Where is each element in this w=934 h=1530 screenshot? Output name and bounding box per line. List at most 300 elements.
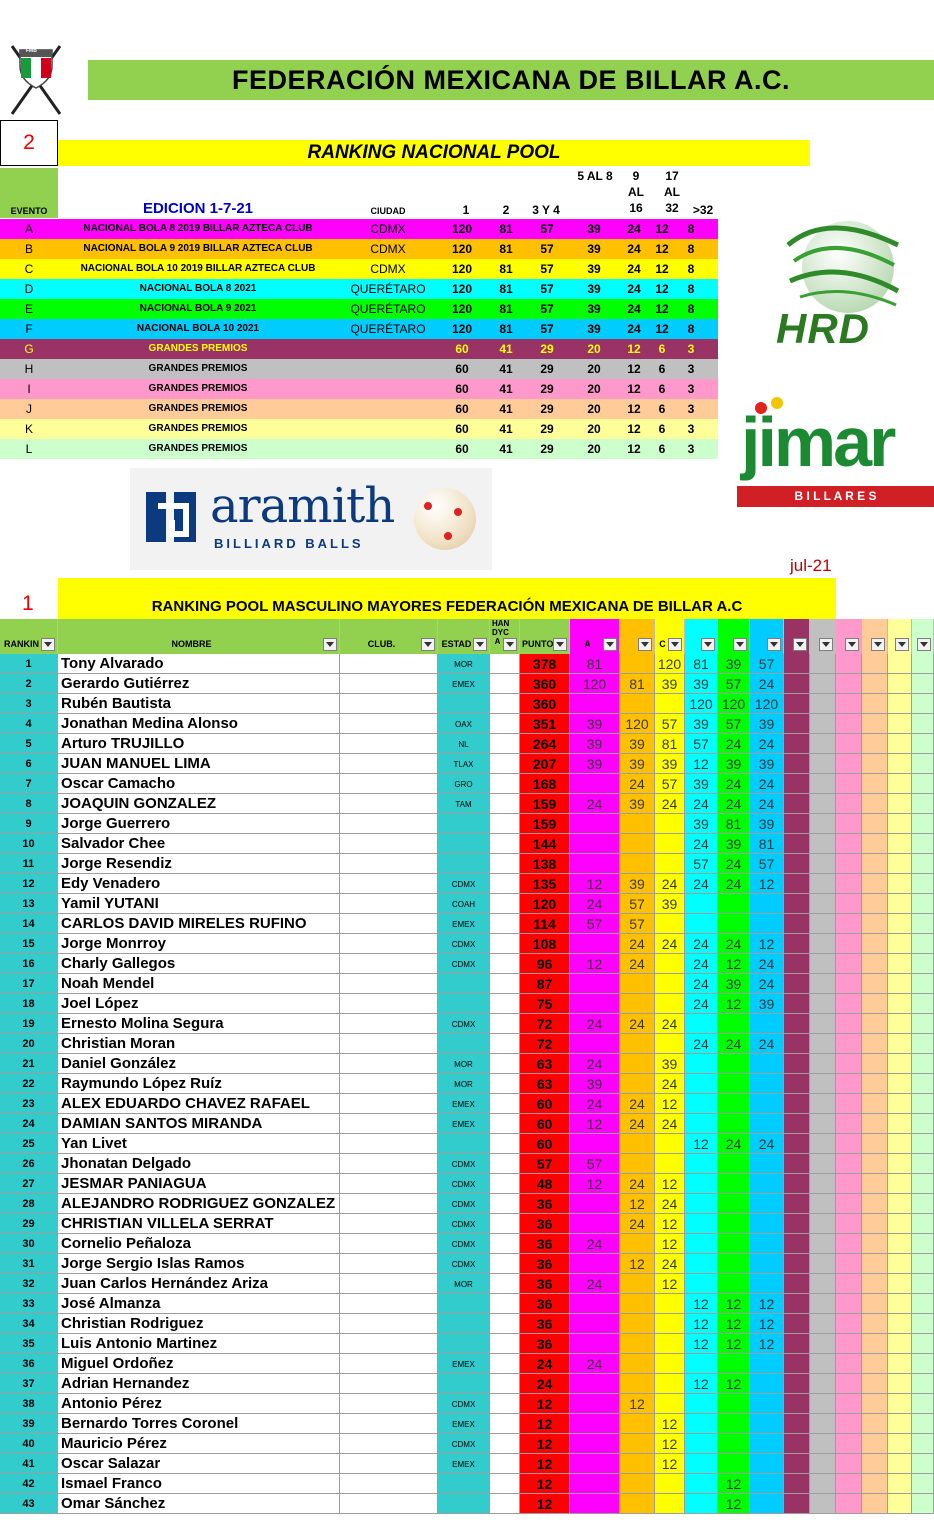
table-row bbox=[0, 774, 934, 794]
filter-dropdown-button[interactable] bbox=[819, 638, 833, 651]
event-points-cell bbox=[620, 1154, 655, 1174]
event-points: 6 bbox=[658, 422, 666, 436]
event-points-cell: 39 bbox=[685, 814, 718, 834]
estado-cell: CDMX bbox=[438, 1434, 490, 1454]
player-name: Miguel Ordoñez bbox=[58, 1354, 340, 1374]
points-cell: 360 bbox=[520, 674, 570, 694]
handicap-cell bbox=[490, 1174, 520, 1194]
event-points-cell: 12 bbox=[718, 1314, 750, 1334]
event-points-cell bbox=[718, 1274, 750, 1294]
event-points-cell: 24 bbox=[685, 954, 718, 974]
event-points-cell bbox=[862, 1354, 888, 1374]
club-cell bbox=[340, 1254, 438, 1274]
event-points-cell bbox=[570, 1474, 620, 1494]
event-points-cell bbox=[655, 1474, 685, 1494]
event-points-cell: 24 bbox=[570, 1094, 620, 1114]
event-points-cell bbox=[685, 1054, 718, 1074]
club-cell bbox=[340, 1054, 438, 1074]
event-points-cell bbox=[784, 1194, 810, 1214]
event-points-cell: 12 bbox=[655, 1454, 685, 1474]
event-points-cell bbox=[620, 1374, 655, 1394]
event-points-cell bbox=[620, 1474, 655, 1494]
rank-cell: 38 bbox=[0, 1394, 58, 1414]
player-name: Ernesto Molina Segura bbox=[58, 1014, 340, 1034]
event-row bbox=[0, 239, 718, 259]
event-points-cell: 120 bbox=[570, 674, 620, 694]
event-points-cell bbox=[655, 854, 685, 874]
event-points-cell bbox=[862, 754, 888, 774]
header-event-col bbox=[784, 619, 810, 654]
rank-cell: 7 bbox=[0, 774, 58, 794]
estado-cell bbox=[438, 994, 490, 1014]
event-points-cell bbox=[784, 714, 810, 734]
club-cell bbox=[340, 1414, 438, 1434]
event-points-cell: 39 bbox=[570, 714, 620, 734]
points-cell: 36 bbox=[520, 1254, 570, 1274]
filter-dropdown-button[interactable] bbox=[668, 638, 682, 651]
event-points-cell: 57 bbox=[685, 854, 718, 874]
table-row bbox=[0, 994, 934, 1014]
filter-dropdown-button[interactable] bbox=[917, 638, 931, 651]
event-points: 3 bbox=[687, 342, 695, 356]
event-points-cell: 39 bbox=[685, 674, 718, 694]
event-points-cell bbox=[862, 1034, 888, 1054]
event-points-cell bbox=[620, 1314, 655, 1334]
event-points-cell: 12 bbox=[750, 934, 784, 954]
filter-dropdown-button[interactable] bbox=[638, 638, 652, 651]
event-points-cell: 39 bbox=[620, 874, 655, 894]
points-cell: 75 bbox=[520, 994, 570, 1014]
event-points-cell: 57 bbox=[718, 714, 750, 734]
event-points-cell bbox=[570, 1494, 620, 1514]
event-points-cell: 24 bbox=[718, 934, 750, 954]
event-points-cell bbox=[862, 894, 888, 914]
event-points-cell bbox=[685, 1254, 718, 1274]
event-points-cell: 39 bbox=[570, 1074, 620, 1094]
estado-cell bbox=[438, 1494, 490, 1514]
event-points-cell bbox=[912, 1434, 934, 1454]
filter-dropdown-button[interactable] bbox=[503, 638, 517, 651]
event-points-cell bbox=[718, 1214, 750, 1234]
event-name: GRANDES PREMIOS bbox=[148, 403, 248, 414]
table-row bbox=[0, 854, 934, 874]
event-points-cell bbox=[784, 1134, 810, 1154]
event-points-cell bbox=[912, 714, 934, 734]
handicap-cell bbox=[490, 1474, 520, 1494]
event-points-cell bbox=[836, 814, 862, 834]
event-points-cell bbox=[912, 734, 934, 754]
event-points-cell bbox=[810, 1014, 836, 1034]
event-points-cell bbox=[718, 1354, 750, 1374]
event-points-cell bbox=[655, 1294, 685, 1314]
event-points-cell bbox=[810, 934, 836, 954]
rank-cell: 3 bbox=[0, 694, 58, 714]
event-city bbox=[338, 419, 438, 439]
event-points: 60 bbox=[455, 422, 469, 436]
points-cell: 63 bbox=[520, 1054, 570, 1074]
event-points-cell bbox=[912, 894, 934, 914]
table-row bbox=[0, 694, 934, 714]
event-points-cell bbox=[888, 1094, 912, 1114]
event-points: 41 bbox=[499, 422, 513, 436]
event-points: 8 bbox=[687, 262, 695, 276]
table-row bbox=[0, 1294, 934, 1314]
points-cell: 114 bbox=[520, 914, 570, 934]
event-points-cell bbox=[836, 1314, 862, 1334]
club-cell bbox=[340, 1394, 438, 1414]
event-points-cell bbox=[810, 1074, 836, 1094]
estado-cell: TLAX bbox=[438, 754, 490, 774]
event-points: 41 bbox=[499, 442, 513, 456]
event-points-cell bbox=[784, 1474, 810, 1494]
event-points-cell bbox=[912, 694, 934, 714]
points-cell: 12 bbox=[520, 1454, 570, 1474]
handicap-cell bbox=[490, 1434, 520, 1454]
event-code: H bbox=[24, 362, 34, 376]
event-points-cell bbox=[888, 1394, 912, 1414]
points-col-header: 2 bbox=[502, 203, 510, 217]
event-points-cell bbox=[810, 1034, 836, 1054]
event-points-cell bbox=[862, 1494, 888, 1514]
handicap-cell bbox=[490, 1334, 520, 1354]
event-points-cell bbox=[718, 1414, 750, 1434]
estado-cell: MOR bbox=[438, 1074, 490, 1094]
player-name: Mauricio Pérez bbox=[58, 1434, 340, 1454]
points-cell: 159 bbox=[520, 794, 570, 814]
event-points-cell bbox=[836, 834, 862, 854]
event-points: 12 bbox=[655, 322, 669, 336]
filter-dropdown-button[interactable] bbox=[323, 638, 337, 651]
event-points-cell bbox=[784, 894, 810, 914]
table-row bbox=[0, 1114, 934, 1134]
header-estado bbox=[438, 619, 490, 654]
handicap-cell bbox=[490, 814, 520, 834]
event-points: 12 bbox=[655, 282, 669, 296]
event-row bbox=[0, 359, 718, 379]
points-cell: 24 bbox=[520, 1354, 570, 1374]
table-row bbox=[0, 1414, 934, 1434]
club-cell bbox=[340, 994, 438, 1014]
event-points-cell bbox=[784, 1314, 810, 1334]
points-cell: 12 bbox=[520, 1394, 570, 1414]
rank-cell: 11 bbox=[0, 854, 58, 874]
aramith-logo-subtitle: BILLIARD BALLS bbox=[214, 536, 364, 551]
table-row bbox=[0, 654, 934, 674]
header-name-label: NOMBRE bbox=[171, 639, 212, 649]
event-points-cell bbox=[912, 1474, 934, 1494]
event-points: 6 bbox=[658, 342, 666, 356]
player-name: Edy Venadero bbox=[58, 874, 340, 894]
points-cell: 48 bbox=[520, 1174, 570, 1194]
event-points-cell bbox=[836, 1174, 862, 1194]
event-points-cell: 12 bbox=[655, 1214, 685, 1234]
event-points: 20 bbox=[587, 382, 601, 396]
event-points-cell bbox=[810, 874, 836, 894]
table-row bbox=[0, 1134, 934, 1154]
event-points-cell bbox=[810, 1494, 836, 1514]
event-points-cell bbox=[570, 774, 620, 794]
event-points: 8 bbox=[687, 222, 695, 236]
rank-cell: 27 bbox=[0, 1174, 58, 1194]
event-points-cell bbox=[620, 974, 655, 994]
event-points: 12 bbox=[627, 402, 641, 416]
table-row bbox=[0, 914, 934, 934]
points-cell: 12 bbox=[520, 1434, 570, 1454]
club-cell bbox=[340, 1434, 438, 1454]
event-points-cell: 24 bbox=[750, 734, 784, 754]
rank-cell: 2 bbox=[0, 674, 58, 694]
club-cell bbox=[340, 1174, 438, 1194]
table-row bbox=[0, 814, 934, 834]
event-points-cell bbox=[784, 1154, 810, 1174]
event-points-cell bbox=[570, 994, 620, 1014]
event-points-cell bbox=[784, 994, 810, 1014]
club-cell bbox=[340, 694, 438, 714]
rank-cell: 8 bbox=[0, 794, 58, 814]
event-points-cell bbox=[836, 694, 862, 714]
event-points-cell bbox=[784, 794, 810, 814]
event-points-cell bbox=[750, 1234, 784, 1254]
table-row bbox=[0, 1194, 934, 1214]
event-points-cell bbox=[620, 1334, 655, 1354]
event-points-cell bbox=[810, 994, 836, 1014]
event-row bbox=[0, 399, 718, 419]
estado-cell: EMEX bbox=[438, 674, 490, 694]
event-points-cell: 57 bbox=[655, 774, 685, 794]
event-points-cell bbox=[888, 1334, 912, 1354]
handicap-cell bbox=[490, 1114, 520, 1134]
event-points-cell bbox=[784, 1434, 810, 1454]
player-name: DAMIAN SANTOS MIRANDA bbox=[58, 1114, 340, 1134]
event-points: 120 bbox=[451, 302, 473, 316]
event-points: 8 bbox=[687, 322, 695, 336]
event-points-cell bbox=[912, 1114, 934, 1134]
event-points-cell bbox=[570, 1374, 620, 1394]
filter-dropdown-button[interactable] bbox=[845, 638, 859, 651]
player-name: Raymundo López Ruíz bbox=[58, 1074, 340, 1094]
event-points: 120 bbox=[451, 262, 473, 276]
handicap-cell bbox=[490, 674, 520, 694]
filter-dropdown-button[interactable] bbox=[421, 638, 435, 651]
event-points-cell bbox=[784, 1034, 810, 1054]
club-cell bbox=[340, 1114, 438, 1134]
points-col-header: 5 AL 8 bbox=[577, 169, 613, 183]
event-points-cell bbox=[750, 1054, 784, 1074]
event-points-cell bbox=[912, 1274, 934, 1294]
event-points-cell bbox=[784, 774, 810, 794]
event-points-cell bbox=[718, 1394, 750, 1414]
handicap-cell bbox=[490, 794, 520, 814]
event-points-cell: 57 bbox=[750, 654, 784, 674]
points-cell: 207 bbox=[520, 754, 570, 774]
event-points-cell bbox=[750, 1414, 784, 1434]
event-points: 39 bbox=[587, 222, 601, 236]
points-cell: 96 bbox=[520, 954, 570, 974]
event-points-cell: 24 bbox=[570, 794, 620, 814]
points-cell: 108 bbox=[520, 934, 570, 954]
event-points-cell bbox=[836, 794, 862, 814]
event-points-cell bbox=[685, 914, 718, 934]
event-points-cell bbox=[810, 1314, 836, 1334]
event-points-cell bbox=[888, 1414, 912, 1434]
event-points-cell bbox=[810, 814, 836, 834]
rank-cell: 31 bbox=[0, 1254, 58, 1274]
event-points-cell: 120 bbox=[655, 654, 685, 674]
header-club-label: CLUB. bbox=[367, 639, 396, 649]
event-points-cell: 12 bbox=[655, 1094, 685, 1114]
event-points-cell bbox=[750, 1194, 784, 1214]
event-points-cell bbox=[862, 874, 888, 894]
event-points-cell: 57 bbox=[685, 734, 718, 754]
event-points-cell bbox=[784, 1274, 810, 1294]
event-points: 12 bbox=[627, 442, 641, 456]
event-points-cell bbox=[570, 1034, 620, 1054]
filter-dropdown-button[interactable] bbox=[793, 638, 807, 651]
event-points-cell bbox=[912, 1054, 934, 1074]
event-points-cell bbox=[750, 1154, 784, 1174]
event-points-cell bbox=[810, 1214, 836, 1234]
filter-dropdown-button[interactable] bbox=[603, 638, 617, 651]
player-name: Arturo TRUJILLO bbox=[58, 734, 340, 754]
event-points: 60 bbox=[455, 442, 469, 456]
event-points-cell bbox=[784, 1454, 810, 1474]
event-points-cell bbox=[810, 1254, 836, 1274]
event-points-cell bbox=[570, 934, 620, 954]
filter-dropdown-button[interactable] bbox=[41, 638, 55, 651]
event-points-cell bbox=[655, 1154, 685, 1174]
event-points-cell: 24 bbox=[570, 1054, 620, 1074]
event-code: A bbox=[24, 222, 33, 236]
event-points-cell: 24 bbox=[685, 934, 718, 954]
handicap-cell bbox=[490, 834, 520, 854]
event-points-cell bbox=[718, 1194, 750, 1214]
event-points-cell bbox=[810, 1134, 836, 1154]
event-code: I bbox=[27, 382, 31, 396]
header-event-col bbox=[620, 619, 655, 654]
event-points-cell: 24 bbox=[570, 894, 620, 914]
event-points-cell bbox=[784, 1214, 810, 1234]
event-points-cell: 24 bbox=[655, 874, 685, 894]
filter-dropdown-button[interactable] bbox=[895, 638, 909, 651]
filter-dropdown-button[interactable] bbox=[733, 638, 747, 651]
points-col-header: 17 AL 32 bbox=[664, 169, 680, 215]
event-points: 120 bbox=[451, 222, 473, 236]
event-points-cell bbox=[570, 1214, 620, 1234]
event-points-cell: 24 bbox=[685, 974, 718, 994]
event-points-cell bbox=[888, 914, 912, 934]
event-points-cell bbox=[888, 1214, 912, 1234]
event-points-cell: 24 bbox=[655, 1194, 685, 1214]
event-points-cell: 39 bbox=[655, 674, 685, 694]
event-points-cell bbox=[784, 814, 810, 834]
event-points-cell bbox=[570, 814, 620, 834]
event-points-cell bbox=[810, 1234, 836, 1254]
event-points-cell bbox=[836, 1034, 862, 1054]
event-name: GRANDES PREMIOS bbox=[148, 423, 248, 434]
event-points-cell bbox=[888, 694, 912, 714]
filter-dropdown-button[interactable] bbox=[701, 638, 715, 651]
player-name: José Almanza bbox=[58, 1294, 340, 1314]
event-points-cell bbox=[784, 1414, 810, 1434]
event-points-cell bbox=[810, 1054, 836, 1074]
rank-cell: 37 bbox=[0, 1374, 58, 1394]
club-cell bbox=[340, 774, 438, 794]
event-points-cell bbox=[685, 1174, 718, 1194]
filter-dropdown-button[interactable] bbox=[871, 638, 885, 651]
club-cell bbox=[340, 874, 438, 894]
event-points: 39 bbox=[587, 262, 601, 276]
event-points-cell bbox=[784, 1074, 810, 1094]
event-points-cell: 81 bbox=[685, 654, 718, 674]
event-points-cell bbox=[718, 914, 750, 934]
ranking-nacional-title: RANKING NACIONAL POOL bbox=[58, 140, 810, 166]
event-points-cell: 24 bbox=[620, 1014, 655, 1034]
event-points-cell bbox=[912, 1334, 934, 1354]
event-points-cell bbox=[685, 1354, 718, 1374]
handicap-cell bbox=[490, 714, 520, 734]
event-points-cell: 39 bbox=[620, 794, 655, 814]
filter-dropdown-button[interactable] bbox=[767, 638, 781, 651]
event-points-cell bbox=[784, 1394, 810, 1414]
filter-dropdown-button[interactable] bbox=[473, 638, 487, 651]
ranking-table-header bbox=[0, 619, 934, 654]
event-points-cell bbox=[620, 834, 655, 854]
event-points: 57 bbox=[540, 302, 554, 316]
event-points-cell bbox=[810, 854, 836, 874]
event-points: 81 bbox=[499, 322, 513, 336]
event-points-cell bbox=[810, 754, 836, 774]
event-points-cell: 12 bbox=[685, 1374, 718, 1394]
event-points-cell bbox=[620, 1034, 655, 1054]
event-points-cell bbox=[685, 894, 718, 914]
table-row bbox=[0, 1254, 934, 1274]
event-points-cell: 57 bbox=[718, 674, 750, 694]
event-points-cell: 57 bbox=[655, 714, 685, 734]
rank-cell: 13 bbox=[0, 894, 58, 914]
club-cell bbox=[340, 814, 438, 834]
event-points-cell bbox=[685, 1094, 718, 1114]
event-points-cell bbox=[836, 894, 862, 914]
event-points-cell bbox=[784, 1054, 810, 1074]
jimar-logo-text: jimar bbox=[741, 403, 894, 481]
event-points-cell bbox=[655, 694, 685, 714]
event-points-cell bbox=[810, 734, 836, 754]
edicion-label: EDICION 1-7-21 bbox=[142, 200, 254, 217]
handicap-cell bbox=[490, 1374, 520, 1394]
event-points-cell: 12 bbox=[718, 994, 750, 1014]
filter-dropdown-button[interactable] bbox=[553, 638, 567, 651]
ranking-date: jul-21 bbox=[790, 556, 832, 575]
event-points-cell: 12 bbox=[655, 1174, 685, 1194]
billiard-ball-icon bbox=[414, 488, 476, 550]
event-points-cell bbox=[836, 954, 862, 974]
event-points: 57 bbox=[540, 222, 554, 236]
estado-cell: MOR bbox=[438, 654, 490, 674]
event-points-cell bbox=[862, 1374, 888, 1394]
event-points-cell bbox=[862, 1074, 888, 1094]
event-points-cell: 81 bbox=[750, 834, 784, 854]
event-name: GRANDES PREMIOS bbox=[148, 343, 248, 354]
event-points-cell bbox=[836, 774, 862, 794]
event-points-cell: 39 bbox=[570, 754, 620, 774]
handicap-cell bbox=[490, 854, 520, 874]
club-cell bbox=[340, 754, 438, 774]
event-points: 60 bbox=[455, 402, 469, 416]
event-points-cell bbox=[750, 1354, 784, 1374]
event-points-cell bbox=[718, 1434, 750, 1454]
estado-cell: EMEX bbox=[438, 914, 490, 934]
jimar-logo bbox=[737, 394, 934, 507]
